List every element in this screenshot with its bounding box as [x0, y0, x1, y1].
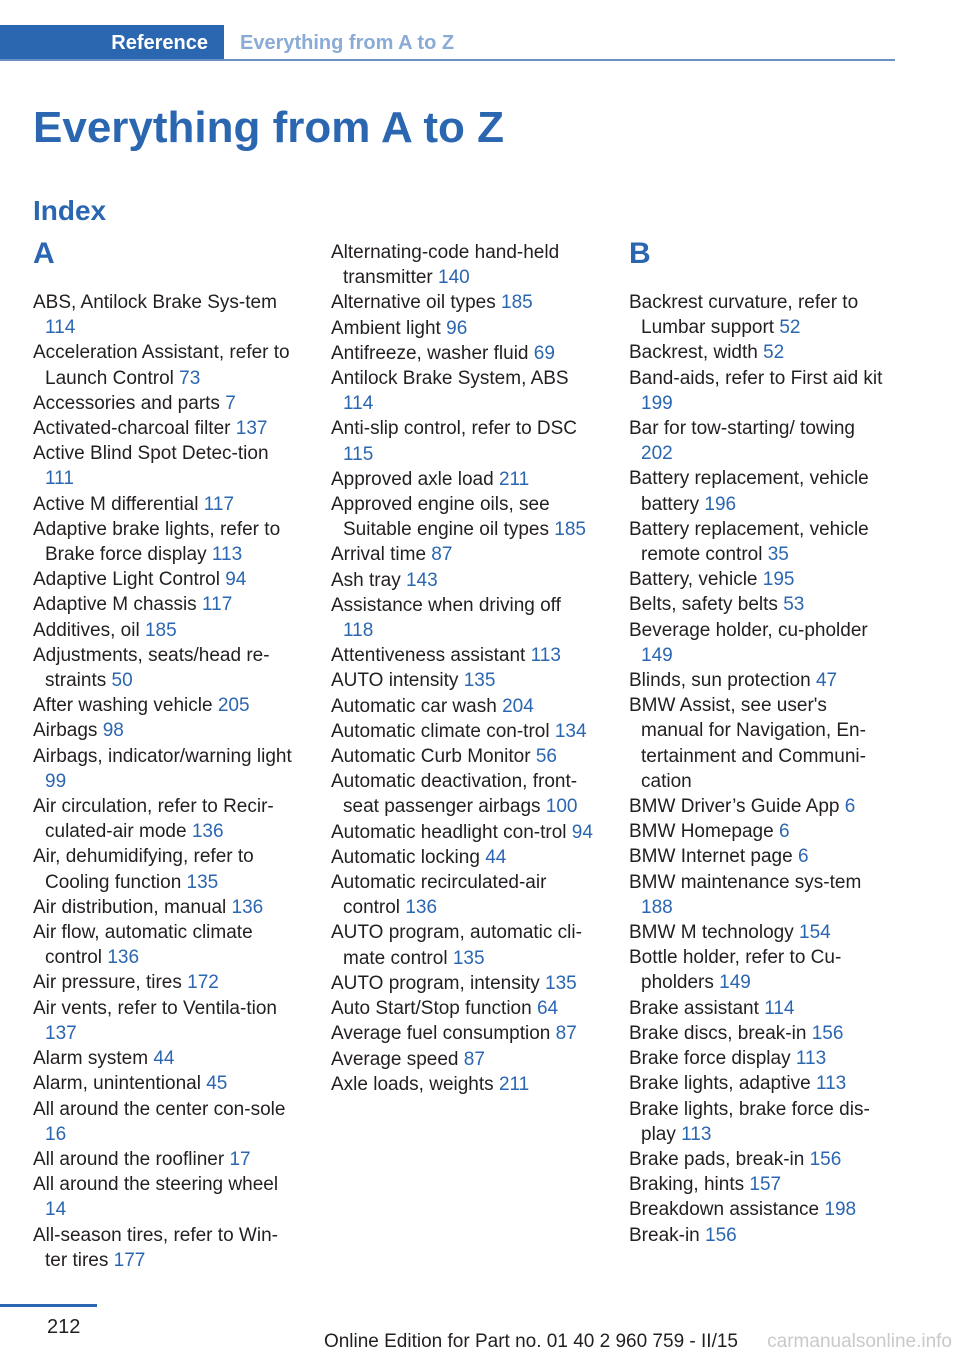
- index-entry: [331, 240, 593, 290]
- index-entry-term: Active Blind Spot Detec-tion: [33, 443, 269, 465]
- index-entry: [33, 1147, 295, 1172]
- index-entry: [629, 1223, 891, 1248]
- index-entry: [33, 391, 295, 416]
- index-entry-term: Automatic deactivation, front-seat passenger airbags: [331, 771, 578, 818]
- index-entry: [331, 971, 593, 996]
- page-link[interactable]: 185: [144, 619, 177, 641]
- index-entry: [629, 1097, 891, 1147]
- index-entry: [33, 1046, 295, 1071]
- page-link[interactable]: 52: [779, 317, 801, 339]
- index-entry: [629, 1197, 891, 1222]
- index-entry-term: Additives, oil: [33, 619, 140, 641]
- index-entry: [331, 467, 593, 492]
- page-link[interactable]: 113: [211, 544, 243, 566]
- index-entry-term: Assistance when driving off: [331, 594, 561, 616]
- index-entry: [331, 316, 593, 341]
- page-link[interactable]: 6: [844, 796, 856, 818]
- index-entry-term: Battery, vehicle: [629, 569, 758, 591]
- index-entry-term: Alternating-code hand-held transmitter: [331, 242, 560, 289]
- index-entry-term: BMW Homepage: [629, 821, 774, 843]
- header-tab-reference[interactable]: Reference: [0, 25, 224, 61]
- index-entry-term: Battery replacement, vehicle remote control: [629, 518, 869, 566]
- page-link[interactable]: 114: [45, 317, 76, 339]
- index-entry-term: Ash tray: [331, 569, 401, 591]
- index-entry: [33, 416, 295, 441]
- page-link[interactable]: 96: [446, 317, 468, 339]
- index-entry-term: Average fuel consumption: [331, 1023, 551, 1045]
- index-entry-term: Band-aids, refer to First aid kit: [629, 367, 883, 389]
- index-entry-term: Ambient light: [331, 317, 441, 339]
- index-entry-term: Air flow, automatic climate control: [33, 922, 253, 969]
- index-entry-term: Brake discs, break-in: [629, 1022, 807, 1044]
- index-entry-term: Auto Start/Stop function: [331, 998, 532, 1020]
- page-link[interactable]: 149: [719, 972, 751, 994]
- index-entry-term: BMW Internet page: [629, 846, 793, 868]
- index-entry: [331, 668, 593, 693]
- page-link[interactable]: 143: [405, 569, 438, 591]
- index-entry-term: Automatic climate con-trol: [331, 720, 550, 742]
- index-letter-heading: A: [33, 237, 55, 270]
- index-entry: [331, 744, 593, 769]
- page-link[interactable]: 198: [824, 1199, 857, 1221]
- index-entry: [629, 996, 891, 1021]
- index-entry-term: Air pressure, tires: [33, 972, 182, 994]
- index-entry-term: ABS, Antilock Brake Sys-tem: [33, 292, 277, 313]
- index-entry: [629, 618, 891, 668]
- page-link[interactable]: 202: [641, 443, 673, 465]
- index-entry: [33, 1172, 295, 1222]
- index-entry-term: All around the steering wheel: [33, 1174, 279, 1196]
- index-entry-term: Attentiveness assistant: [331, 645, 526, 667]
- index-entry: [629, 1071, 891, 1096]
- index-entry-term: Arrival time: [331, 544, 427, 566]
- index-entry: [331, 593, 593, 643]
- footer-rule: [0, 1304, 97, 1307]
- page-link[interactable]: 205: [217, 695, 250, 717]
- index-entry-term: Bottle holder, refer to Cu-pholders: [629, 947, 842, 994]
- page-link[interactable]: 87: [463, 1048, 485, 1070]
- index-entry-term: Air vents, refer to Ventila-tion: [33, 997, 277, 1019]
- page-link[interactable]: 111: [45, 468, 74, 490]
- index-column-2: [331, 240, 593, 1097]
- index-entry-term: Belts, safety belts: [629, 594, 778, 616]
- index-entry-term: Air circulation, refer to Recir-culated-air mode: [33, 796, 274, 843]
- index-entry: [629, 844, 891, 869]
- page-link[interactable]: 156: [809, 1148, 842, 1170]
- index-entry-term: Breakdown assistance: [629, 1199, 820, 1221]
- index-entry: [33, 794, 295, 844]
- page-link[interactable]: 64: [536, 998, 559, 1020]
- index-entry-term: Backrest curvature, refer to Lumbar support: [629, 292, 859, 339]
- index-entry-term: Alarm system: [33, 1048, 149, 1070]
- index-entry-term: Antilock Brake System, ABS: [331, 368, 569, 390]
- header-tab-chapter[interactable]: Everything from A to Z: [240, 32, 455, 54]
- index-entry: [629, 466, 891, 516]
- page-link[interactable]: 196: [704, 493, 737, 515]
- page-link[interactable]: 135: [463, 670, 496, 692]
- index-entry: [33, 744, 295, 794]
- index-entry: [629, 290, 891, 340]
- index-entry-term: Bar for tow-starting/ towing: [629, 418, 855, 440]
- page-link[interactable]: 157: [749, 1174, 782, 1196]
- index-entry-term: Active M differential: [33, 493, 199, 515]
- index-entry-term: Air distribution, manual: [33, 896, 227, 918]
- index-entry: [33, 693, 295, 718]
- page-link[interactable]: 17: [229, 1148, 251, 1170]
- index-entry: [33, 441, 295, 491]
- page-link[interactable]: 53: [783, 594, 805, 616]
- index-entry-term: AUTO program, automatic cli-mate control: [331, 922, 582, 969]
- page-link[interactable]: 113: [815, 1073, 847, 1095]
- page-link[interactable]: 69: [533, 342, 555, 364]
- index-column-3: [629, 237, 891, 1248]
- index-entry: [331, 1072, 593, 1097]
- page-link[interactable]: 137: [235, 418, 268, 440]
- index-entry: [629, 1021, 891, 1046]
- page-link[interactable]: 195: [762, 569, 795, 591]
- page-link[interactable]: 118: [343, 620, 374, 642]
- index-entry: [331, 290, 593, 315]
- index-entry: [629, 920, 891, 945]
- index-entry: [331, 366, 593, 416]
- page-link[interactable]: 211: [498, 1073, 530, 1095]
- page-link[interactable]: 87: [555, 1023, 577, 1045]
- index-entry: [33, 1071, 295, 1096]
- index-entry: [33, 1097, 295, 1147]
- index-entry: [331, 542, 593, 567]
- page-link[interactable]: 50: [111, 670, 133, 692]
- page-link[interactable]: 16: [45, 1123, 67, 1145]
- index-column-1: [33, 237, 295, 1273]
- index-entry-term: Average speed: [331, 1048, 459, 1070]
- page-link[interactable]: 44: [153, 1048, 175, 1070]
- index-entry-term: All-season tires, refer to Win-ter tires: [33, 1224, 278, 1271]
- index-entry: [331, 769, 593, 819]
- page-link[interactable]: 35: [767, 544, 789, 566]
- index-entry: [331, 1047, 593, 1072]
- index-entry: [33, 592, 295, 617]
- index-entry: [331, 568, 593, 593]
- page-link[interactable]: 185: [554, 519, 586, 541]
- page-link[interactable]: 211: [498, 468, 530, 490]
- index-entry-term: Adjustments, seats/head re-straints: [33, 644, 270, 692]
- index-entry-term: Anti-slip control, refer to DSC: [331, 418, 578, 440]
- index-entry-term: Axle loads, weights: [331, 1073, 494, 1095]
- index-entry-term: AUTO program, intensity: [331, 972, 540, 994]
- page-link[interactable]: 135: [186, 871, 219, 893]
- index-entry: [33, 1223, 295, 1273]
- index-entry: [629, 668, 891, 693]
- index-entry: [331, 341, 593, 366]
- running-header: [0, 25, 895, 61]
- index-entry: [629, 693, 891, 794]
- index-entry: [629, 567, 891, 592]
- index-entry-term: Acceleration Assistant, refer to Launch Control: [33, 342, 290, 389]
- page-link[interactable]: 136: [231, 896, 264, 918]
- index-entry-term: Airbags: [33, 720, 98, 742]
- index-entry: [33, 290, 295, 340]
- index-entry-term: Adaptive M chassis: [33, 594, 197, 616]
- page-link[interactable]: 135: [545, 972, 577, 994]
- index-entry: [33, 643, 295, 693]
- index-letter-heading: B: [629, 237, 651, 270]
- page-link[interactable]: 52: [763, 342, 785, 364]
- page-link[interactable]: 94: [225, 569, 247, 591]
- index-entry-term: Accessories and parts: [33, 392, 220, 414]
- page-link[interactable]: 137: [45, 1022, 77, 1044]
- page-link[interactable]: 156: [705, 1224, 737, 1246]
- index-entry: [33, 895, 295, 920]
- index-entry-term: Brake lights, brake force dis-play: [629, 1098, 870, 1145]
- index-entry: [629, 366, 891, 416]
- index-entry-term: Antifreeze, washer fluid: [331, 342, 529, 364]
- index-entry-term: Adaptive Light Control: [33, 569, 220, 591]
- page-link[interactable]: 6: [797, 846, 809, 868]
- index-entry-term: Battery replacement, vehicle battery: [629, 468, 869, 515]
- index-entry: [629, 794, 891, 819]
- index-entry-term: Braking, hints: [629, 1174, 745, 1196]
- index-entry: [331, 845, 593, 870]
- page-link[interactable]: 6: [778, 821, 790, 843]
- page-number: 212: [47, 1316, 81, 1338]
- page-link[interactable]: 99: [45, 770, 67, 792]
- index-entry-term: Break-in: [629, 1224, 700, 1246]
- page-link[interactable]: 94: [571, 821, 593, 843]
- page-link[interactable]: 113: [795, 1048, 827, 1070]
- index-entry: [331, 870, 593, 920]
- index-entry-term: Beverage holder, cu-pholder: [629, 619, 868, 641]
- index-entry: [33, 340, 295, 390]
- page-link[interactable]: 156: [811, 1022, 844, 1044]
- page-link[interactable]: 117: [203, 493, 235, 515]
- index-entry-term: BMW Driver’s Guide App: [629, 796, 840, 818]
- index-entry-term: After washing vehicle: [33, 695, 213, 717]
- index-entry-term: Air, dehumidifying, refer to Cooling function: [33, 846, 254, 893]
- page-link[interactable]: 113: [530, 645, 561, 667]
- index-entry-term: All around the center con-sole: [33, 1098, 286, 1120]
- index-entry-term: Brake pads, break-in: [629, 1148, 805, 1170]
- index-entry-term: Backrest, width: [629, 342, 758, 364]
- index-entry: [629, 416, 891, 466]
- index-entry: [33, 996, 295, 1046]
- index-entry: [629, 870, 891, 920]
- index-entry-term: Brake lights, adaptive: [629, 1073, 811, 1095]
- page-link[interactable]: 177: [113, 1249, 146, 1271]
- index-entry: [33, 567, 295, 592]
- index-entry: [331, 643, 593, 668]
- index-entry: [629, 1046, 891, 1071]
- index-entry-term: Automatic car wash: [331, 695, 497, 717]
- page-link[interactable]: 14: [45, 1199, 67, 1221]
- index-entry: [331, 820, 593, 845]
- index-entry: [331, 694, 593, 719]
- page-link[interactable]: 188: [641, 896, 673, 918]
- index-entry: [331, 719, 593, 744]
- index-entry: [331, 996, 593, 1021]
- index-entry: [33, 970, 295, 995]
- page-link[interactable]: 136: [107, 947, 140, 969]
- watermark: carmanualsonline.info: [767, 1331, 952, 1352]
- page-link[interactable]: 115: [343, 443, 374, 465]
- index-entry-term: Automatic headlight con-trol: [331, 821, 567, 843]
- index-entry: [33, 517, 295, 567]
- index-entry-term: Automatic locking: [331, 846, 480, 868]
- page-link[interactable]: 136: [191, 821, 224, 843]
- page-link[interactable]: 56: [535, 746, 557, 768]
- index-entry-term: Alternative oil types: [331, 292, 496, 314]
- index-entry-term: BMW M technology: [629, 922, 794, 944]
- index-entry: [629, 945, 891, 995]
- index-entry: [331, 492, 593, 542]
- page-link[interactable]: 113: [681, 1123, 712, 1145]
- index-entry-term: Approved engine oils, see Suitable engine oil types: [331, 494, 550, 541]
- index-entry: [629, 1147, 891, 1172]
- page-link[interactable]: 199: [641, 392, 673, 414]
- page-link[interactable]: 140: [438, 267, 470, 289]
- index-entry: [331, 416, 593, 466]
- index-entry: [331, 1021, 593, 1046]
- index-entry-term: Airbags, indicator/warning light: [33, 745, 292, 767]
- page-link[interactable]: 114: [343, 393, 374, 415]
- index-entry-term: Approved axle load: [331, 468, 494, 490]
- index-entry-term: BMW Assist, see user's manual for Navigation, En-tertainment and Communi-cation: [629, 695, 866, 792]
- page-link[interactable]: 47: [815, 670, 838, 692]
- index-entry-term: Adaptive brake lights, refer to Brake force display: [33, 518, 281, 566]
- page-link[interactable]: 154: [799, 922, 831, 944]
- header-rule: [0, 59, 895, 61]
- page-link[interactable]: 100: [545, 796, 578, 818]
- index-entry: [331, 920, 593, 970]
- index-entry: [629, 340, 891, 365]
- page-link[interactable]: 98: [102, 720, 124, 742]
- index-entry-term: Automatic Curb Monitor: [331, 746, 531, 768]
- page-link[interactable]: 44: [485, 846, 507, 868]
- page-link[interactable]: 73: [179, 367, 201, 389]
- page-link[interactable]: 7: [225, 392, 236, 414]
- page-link[interactable]: 185: [501, 292, 533, 314]
- index-entry-term: Brake assistant: [629, 997, 759, 1019]
- edition-note: Online Edition for Part no. 01 40 2 960 759 - II/15: [323, 1331, 738, 1352]
- index-entry-term: Blinds, sun protection: [629, 670, 811, 692]
- page-link[interactable]: 135: [452, 947, 485, 969]
- index-entry: [629, 592, 891, 617]
- index-entry-term: AUTO intensity: [331, 670, 459, 692]
- page-link[interactable]: 172: [187, 972, 219, 994]
- index-entry-term: Activated-charcoal filter: [33, 418, 231, 440]
- index-entry-term: Brake force display: [629, 1048, 791, 1070]
- page-link[interactable]: 45: [206, 1073, 228, 1095]
- index-entry-term: BMW maintenance sys-tem: [629, 871, 862, 893]
- page-link[interactable]: 149: [641, 644, 673, 666]
- index-entry: [629, 517, 891, 567]
- index-entry-term: Alarm, unintentional: [33, 1073, 201, 1095]
- index-entry-term: All around the roofliner: [33, 1148, 225, 1170]
- page-title: Everything from A to Z: [33, 103, 504, 152]
- index-entry: [33, 844, 295, 894]
- index-entry: [33, 492, 295, 517]
- index-entry-term: Automatic recirculated-air control: [331, 872, 547, 919]
- page-link[interactable]: 117: [201, 594, 233, 616]
- page-link[interactable]: 134: [554, 720, 587, 742]
- index-entry: [33, 718, 295, 743]
- index-entry: [629, 1172, 891, 1197]
- page-link[interactable]: 114: [764, 997, 795, 1019]
- index-entry: [33, 618, 295, 643]
- page-link[interactable]: 204: [502, 695, 534, 717]
- section-title: Index: [33, 195, 107, 226]
- page-link[interactable]: 136: [405, 897, 438, 919]
- page-link[interactable]: 87: [431, 544, 453, 566]
- index-entry: [33, 920, 295, 970]
- index-entry: [629, 819, 891, 844]
